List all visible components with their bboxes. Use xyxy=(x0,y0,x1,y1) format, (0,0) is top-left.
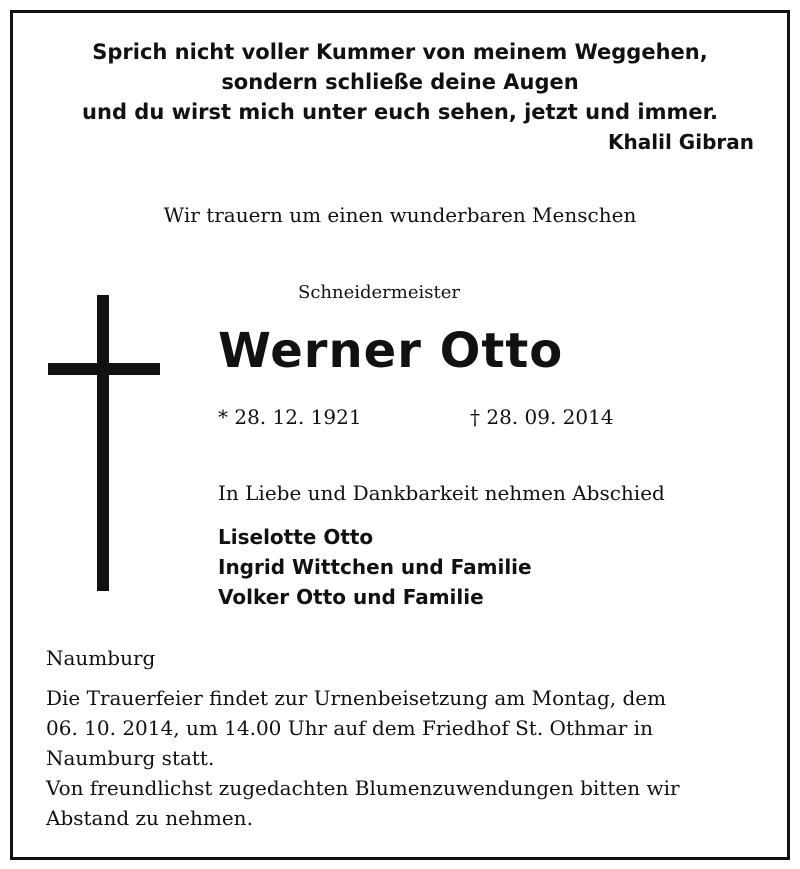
birth-date: * 28. 12. 1921 xyxy=(218,405,362,429)
quote-line-2: sondern schließe deine Augen xyxy=(221,70,579,94)
mourning-line: Wir trauern um einen wunderbaren Menschen xyxy=(163,203,637,227)
quote-line-1: Sprich nicht voller Kummer von meinem Weggehen, xyxy=(92,40,708,64)
notice-line-3: Naumburg statt. xyxy=(46,746,215,770)
place: Naumburg xyxy=(46,646,156,670)
notice-line-1: Die Trauerfeier findet zur Urnenbeisetzung am Montag, dem xyxy=(46,686,667,710)
mourner-2: Ingrid Wittchen und Familie xyxy=(218,555,532,579)
farewell-line: In Liebe und Dankbarkeit nehmen Abschied xyxy=(218,481,665,505)
notice-line-5: Abstand zu nehmen. xyxy=(46,806,253,830)
deceased-name: Werner Otto xyxy=(218,323,564,379)
quote-author: Khalil Gibran xyxy=(608,130,754,154)
notice-line-2: 06. 10. 2014, um 14.00 Uhr auf dem Friedhof St. Othmar in xyxy=(46,716,653,740)
mourner-3: Volker Otto und Familie xyxy=(218,585,484,609)
notice-line-4: Von freundlichst zugedachten Blumenzuwendungen bitten wir xyxy=(46,776,680,800)
quote-line-3: und du wirst mich unter euch sehen, jetzt und immer. xyxy=(82,100,718,124)
cross-vertical-bar xyxy=(97,295,109,591)
cross-horizontal-bar xyxy=(48,363,160,375)
profession: Schneidermeister xyxy=(298,282,460,303)
death-date: † 28. 09. 2014 xyxy=(470,405,614,429)
mourner-1: Liselotte Otto xyxy=(218,525,374,549)
